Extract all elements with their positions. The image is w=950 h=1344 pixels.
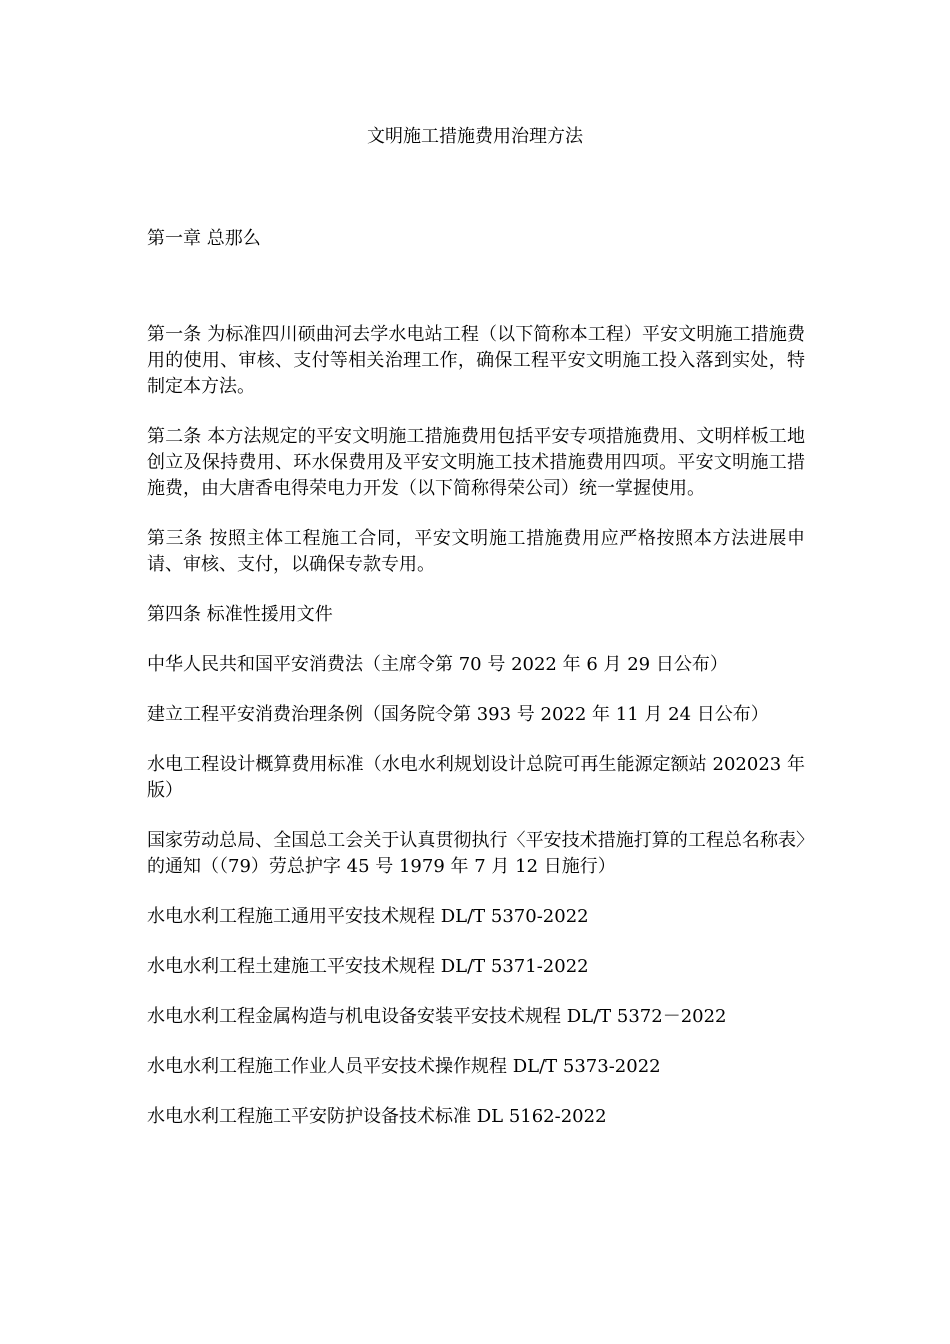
paragraph-article-4: 第四条 标准性援用文件	[147, 604, 333, 625]
reference-item: 水电水利工程施工平安防护设备技术标准 DL 5162-2022	[147, 1106, 607, 1127]
reference-item: 国家劳动总局、全国总工会关于认真贯彻执行〈平安技术措施打算的工程总名称表〉的通知（（79）劳总护字 45 号 1979 年 7 月 12 日施行）	[147, 830, 805, 877]
paragraph-article-1: 第一条 为标准四川硕曲河去学水电站工程（以下简称本工程）平安文明施工措施费用的使用、审核、支付等相关治理工作，确保工程平安文明施工投入落到实处，特制定本方法。	[147, 324, 805, 397]
reference-item: 水电水利工程金属构造与机电设备安装平安技术规程 DL/T 5372－2022	[147, 1006, 727, 1027]
chapter-heading: 第一章 总那么	[147, 228, 261, 249]
reference-item: 中华人民共和国平安消费法（主席令第 70 号 2022 年 6 月 29 日公布）	[147, 654, 728, 675]
paragraph-article-2: 第二条 本方法规定的平安文明施工措施费用包括平安专项措施费用、文明样板工地创立及保持费用、环水保费用及平安文明施工技术措施费用四项。平安文明施工措施费，由大唐香电得荣电力开发（以下简称得荣公司）统一掌握使用。	[147, 426, 805, 499]
document-title: 文明施工措施费用治理方法	[367, 126, 583, 147]
document-body	[147, 322, 805, 1130]
reference-item: 水电水利工程土建施工平安技术规程 DL/T 5371-2022	[147, 956, 589, 977]
reference-item: 建立工程平安消费治理条例（国务院令第 393 号 2022 年 11 月 24 日公布）	[147, 704, 769, 725]
paragraph-article-3: 第三条 按照主体工程施工合同，平安文明施工措施费用应严格按照本方法进展申请、审核、支付，以确保专款专用。	[147, 528, 805, 575]
reference-item: 水电工程设计概算费用标准（水电水利规划设计总院可再生能源定额站 202023 年版）	[147, 754, 805, 801]
reference-item: 水电水利工程施工通用平安技术规程 DL/T 5370-2022	[147, 906, 589, 927]
reference-item: 水电水利工程施工作业人员平安技术操作规程 DL/T 5373-2022	[147, 1056, 661, 1077]
